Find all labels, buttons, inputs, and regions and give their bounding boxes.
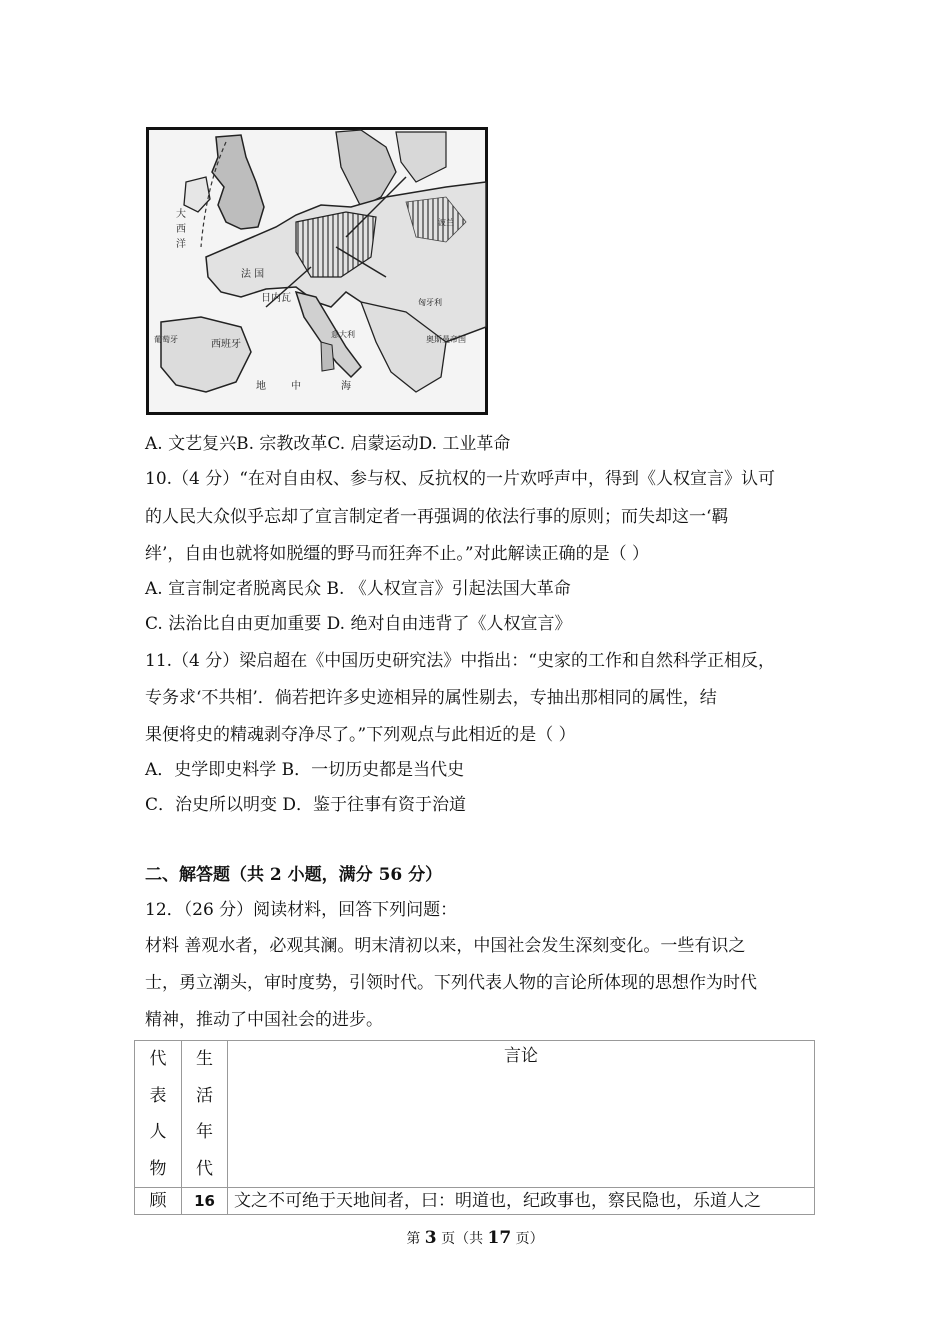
table-header-row xyxy=(135,1041,815,1188)
header-era-char: 年 xyxy=(196,1122,213,1142)
q9-options: A. 文艺复兴B. 宗教改革C. 启蒙运动D. 工业革命 xyxy=(145,434,511,454)
q11-stem-line-3: 果便将史的精魂剥夺净尽了。”下列观点与此相近的是（ ） xyxy=(145,725,576,745)
section-heading: 二、解答题（共 2 小题，满分 56 分） xyxy=(145,865,443,885)
header-person-char: 表 xyxy=(149,1085,167,1106)
header-era-char: 活 xyxy=(196,1085,213,1106)
europe-map-figure xyxy=(146,127,488,415)
cell-person: 顾 xyxy=(135,1188,182,1215)
footer-suffix: 页） xyxy=(511,1231,544,1247)
table-row xyxy=(135,1188,815,1215)
header-person-char: 人 xyxy=(149,1122,167,1142)
q12-material-line-1: 材料 善观水者，必观其澜。明末清初以来，中国社会发生深刻变化。一些有识之 xyxy=(145,936,746,956)
map-label-hai: 海 xyxy=(341,381,351,392)
q11-options-ab: A．史学即史料学 B．一切历史都是当代史 xyxy=(145,760,465,780)
map-label-zhong: 中 xyxy=(291,381,301,392)
q10-options-ab: A. 宣言制定者脱离民众 B. 《人权宣言》引起法国大革命 xyxy=(145,579,571,599)
map-label-spain: 西班牙 xyxy=(211,339,241,350)
map-label-da: 大 xyxy=(176,209,186,220)
map-label-yang: 洋 xyxy=(176,239,186,250)
footer-page-number: 3 xyxy=(424,1228,437,1248)
q10-stem-line-2: 的人民大众似乎忘却了宣言制定者一再强调的依法行事的原则；而失却这一‘羁 xyxy=(145,507,729,527)
map-label-france: 法 国 xyxy=(241,269,265,280)
q10-stem-line-1: 10.（4 分）“在对自由权、参与权、反抗权的一片欢呼声中，得到《人权宣言》认可 xyxy=(145,469,775,489)
header-person xyxy=(135,1041,182,1188)
page-footer xyxy=(0,1228,950,1248)
q10-options-cd: C. 法治比自由更加重要 D. 绝对自由违背了《人权宣言》 xyxy=(145,614,572,634)
header-person-char: 物 xyxy=(149,1158,167,1179)
map-sardinia xyxy=(321,342,334,371)
q11-stem-line-2: 专务求‘不共相’．倘若把许多史迹相异的属性剔去，专抽出那相同的属性，结 xyxy=(145,688,717,708)
footer-middle: 页（共 xyxy=(436,1231,488,1247)
cell-era: 16 xyxy=(182,1188,228,1215)
header-speech: 言论 xyxy=(228,1041,815,1188)
cell-speech: 文之不可绝于天地间者，曰：明道也，纪政事也，察民隐也，乐道人之 xyxy=(228,1188,815,1215)
footer-total-pages: 17 xyxy=(487,1228,512,1248)
figures-table xyxy=(134,1040,815,1215)
header-era-char: 代 xyxy=(196,1158,213,1179)
map-label-hungary: 匈牙利 xyxy=(418,298,442,307)
map-label-poland: 波兰 xyxy=(438,218,454,227)
footer-prefix: 第 xyxy=(406,1231,425,1247)
header-era xyxy=(182,1041,228,1188)
map-label-portugal: 葡萄牙 xyxy=(154,335,178,344)
q11-options-cd: C．治史所以明变 D．鉴于往事有资于治道 xyxy=(145,795,467,815)
q11-stem-line-1: 11.（4 分）梁启超在《中国历史研究法》中指出：“史家的工作和自然科学正相反， xyxy=(145,651,775,671)
header-person-char: 代 xyxy=(149,1049,167,1069)
q12-material-line-2: 士，勇立潮头，审时度势，引领时代。下列代表人物的言论所体现的思想作为时代 xyxy=(145,973,757,993)
q12-material-line-3: 精神，推动了中国社会的进步。 xyxy=(145,1010,383,1030)
map-label-di: 地 xyxy=(256,381,266,392)
map-label-italy: 意大利 xyxy=(331,330,355,339)
map-label-geneva: 日内瓦 xyxy=(261,293,291,304)
q12-stem: 12．（26 分）阅读材料，回答下列问题： xyxy=(145,900,458,920)
map-label-xi: 西 xyxy=(176,224,186,235)
map-label-ottoman: 奥斯曼帝国 xyxy=(426,335,466,344)
q10-stem-line-3: 绊’，自由也就将如脱缰的野马而狂奔不止。”对此解读正确的是（ ） xyxy=(145,544,649,564)
header-era-char: 生 xyxy=(196,1049,213,1069)
